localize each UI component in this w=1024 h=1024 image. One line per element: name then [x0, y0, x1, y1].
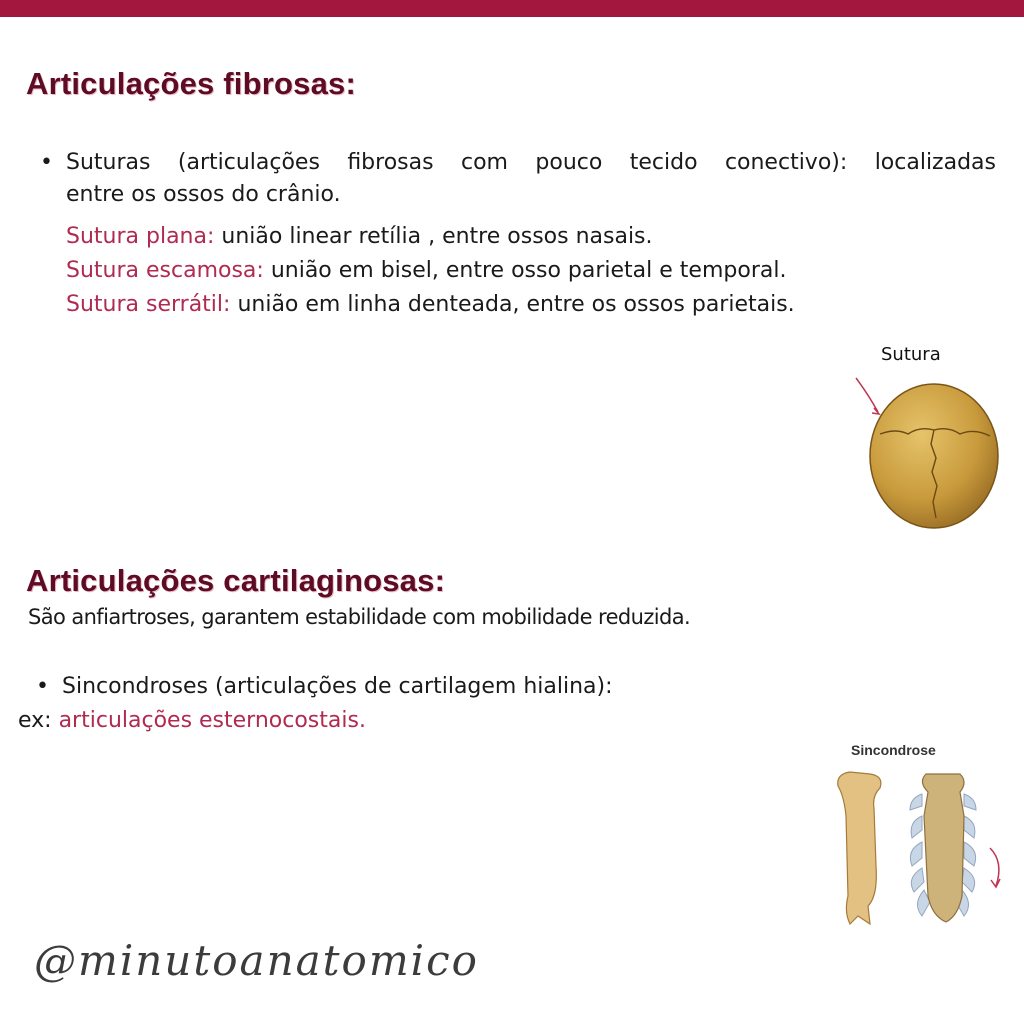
bullet-word: Suturas: [66, 150, 151, 175]
figure-label-sutura: Sutura: [881, 344, 941, 365]
bullet-word: conectivo):: [724, 150, 848, 175]
sternum-image: [828, 766, 1018, 932]
bullet-word: localizadas: [874, 150, 996, 175]
figure-label-sincondrose: Sincondrose: [851, 742, 936, 758]
suture-term: Sutura escamosa:: [66, 258, 264, 283]
bullet-word: pouco: [535, 150, 603, 175]
bullet-synchondroses: Sincondroses (articulações de cartilagem hialina):: [62, 674, 613, 699]
example-line: [18, 706, 366, 736]
example-term: articulações esternocostais.: [58, 708, 366, 733]
suture-term: Sutura plana:: [66, 224, 215, 249]
skull-top-view-image: [846, 368, 1006, 530]
suture-item-plana: [66, 222, 653, 252]
bullet-word: tecido: [629, 150, 698, 175]
bullet-sutures-line2: entre os ossos do crânio.: [66, 182, 341, 207]
footer-handle: @minutoanatomico: [34, 936, 479, 985]
suture-desc: união em linha denteada, entre os ossos parietais.: [230, 292, 795, 317]
bullet-dot: •: [40, 150, 53, 175]
example-prefix: ex:: [18, 708, 59, 733]
bullet-word: fibrosas: [347, 150, 434, 175]
bullet-dot: •: [36, 674, 49, 699]
section-subtitle: São anfiartroses, garantem estabilidade com mobilidade reduzida.: [28, 605, 691, 629]
suture-desc: união linear retília , entre ossos nasais.: [214, 224, 653, 249]
bullet-sutures-line1: [66, 148, 996, 178]
bullet-word: com: [460, 150, 508, 175]
suture-item-escamosa: [66, 256, 786, 286]
bullet-word: (articulações: [177, 150, 320, 175]
suture-term: Sutura serrátil:: [66, 292, 231, 317]
section-title-cartilaginous: Articulações cartilaginosas:: [26, 563, 446, 598]
suture-desc: união em bisel, entre osso parietal e temporal.: [263, 258, 787, 283]
section-title-fibrous: Articulações fibrosas:: [26, 66, 357, 101]
top-accent-bar: [0, 0, 1024, 17]
suture-item-serratil: [66, 290, 795, 320]
